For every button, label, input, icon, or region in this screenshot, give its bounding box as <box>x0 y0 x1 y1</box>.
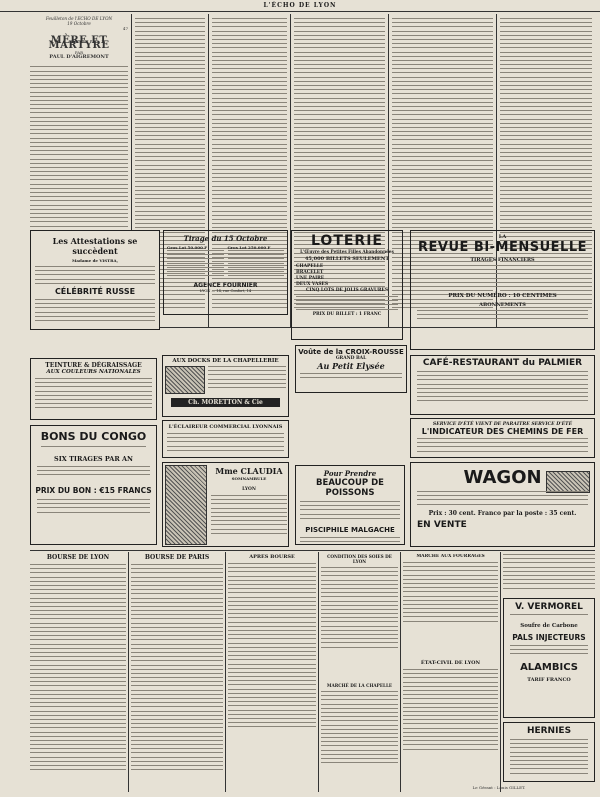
column-rule <box>500 552 501 792</box>
ad-wagon-title: WAGON <box>463 467 542 488</box>
ad-docks-title: AUX DOCKS DE LA CHAPELLERIE <box>172 358 279 364</box>
bourse-paris-column <box>131 554 223 792</box>
ad-vermorel <box>503 598 595 718</box>
bourse-lyon-title: BOURSE DE LYON <box>46 554 110 561</box>
ad-loterie-prix: PRIX DU BILLET : 1 FRANC <box>312 312 382 317</box>
ad-loterie-chapelle: CHAPELLE <box>296 264 324 269</box>
ad-teinture-title: TEINTURE & DÉGRAISSAGE <box>45 362 142 369</box>
ad-wagon-text <box>417 491 588 507</box>
wagon-illustration <box>546 471 590 493</box>
ad-poissons-remedy: PISCIPHILE MALGACHE <box>305 526 395 534</box>
ad-tirage-text-right <box>228 250 285 280</box>
bourse-lyon-table <box>30 564 126 789</box>
apres-bourse-title: APRÈS BOURSE <box>249 554 295 560</box>
apres-bourse-table <box>228 563 316 788</box>
ad-voute-subtitle: GRAND BAL <box>335 356 367 361</box>
ad-teinture <box>30 358 157 420</box>
ad-poissons-text <box>300 501 400 523</box>
bourse-lyon-column <box>30 554 126 792</box>
ad-wagon-prix: Prix : 30 cent. Franco par la poste : 35 cent. <box>428 510 577 517</box>
feuilleton-header: Feuilleton de l'ECHO DE LYON <box>45 16 113 21</box>
ad-cafe-title: CAFÉ-RESTAURANT du PALMIER <box>422 358 583 368</box>
ad-bons-text <box>37 466 150 482</box>
ad-poissons <box>295 465 405 545</box>
ad-loterie-paire: UNE PAIRE <box>296 276 325 281</box>
ad-hernies-text <box>510 739 588 779</box>
marche-chapelle-title: MARCHÉ DE LA CHAPELLE <box>326 683 393 688</box>
ad-eclaireur-text <box>167 433 284 457</box>
ad-service <box>410 418 595 458</box>
ad-loterie <box>291 230 403 340</box>
ad-tirage-text-left <box>167 250 224 280</box>
ad-tirage-lot2: Gros Lot 250.000 F <box>227 245 271 250</box>
etat-civil-text <box>403 669 498 789</box>
marche-fourrages-title: MARCHÉ AUX FOURRAGES <box>416 554 485 559</box>
ad-revue-tirages: TIRAGES FINANCIERS <box>470 257 535 263</box>
ad-claudia-title: Mme CLAUDIA <box>215 466 283 476</box>
ad-service-subtitle: L'INDICATEUR DES CHEMINS DE FER <box>421 427 584 436</box>
ad-attestations-text <box>35 266 155 284</box>
ad-docks-chapellerie <box>162 355 289 417</box>
ad-vermorel-address <box>510 614 588 619</box>
ad-loterie-cinq: CINQ LOTS DE JOLIS GRAVURES <box>305 288 389 293</box>
masthead: L'ÉCHO DE LYON <box>0 0 600 12</box>
column-rule <box>318 552 319 792</box>
ad-voute-title: Voûte de la CROIX-ROUSSE <box>298 348 404 356</box>
footer-gerant: Le Gérant : Louis GILLET. <box>472 785 526 790</box>
ad-attestations <box>30 230 160 330</box>
ad-claudia <box>162 462 289 547</box>
column-rule <box>225 552 226 792</box>
ad-voute-text <box>300 373 402 383</box>
ad-loterie-text <box>296 296 398 310</box>
condition-soies-title: CONDITION DES SOIES DE LYON <box>327 554 392 564</box>
ad-vermorel-soufre: Soufre de Carbone <box>520 623 578 629</box>
ad-vermorel-title: V. VERMOREL <box>515 602 583 612</box>
ad-loterie-subtitle: L'Œuvre des Petites Filles Abandonnées <box>300 249 394 254</box>
ad-service-title: SERVICE D'ÉTÉ VIENT DE PARAITRE SERVICE D'ÉTÉ <box>432 422 573 427</box>
ad-bons-prix: PRIX DU BON : €15 FRANCS <box>35 486 152 495</box>
vermorel-notices-text <box>503 554 595 592</box>
ad-tirage-lot1: Gros Lot 50.000 F <box>167 245 208 250</box>
ad-hernies-title: HERNIES <box>526 726 572 736</box>
ad-eclaireur <box>162 420 289 458</box>
ad-vermorel-pals: PALS INJECTEURS <box>512 633 586 642</box>
ad-bons-tirage: SIX TIRAGES PAR AN <box>54 455 133 463</box>
ad-poissons-text-2 <box>300 537 400 545</box>
novel-author: PAUL D'AIGREMONT <box>49 54 109 61</box>
ad-tirage <box>163 230 288 315</box>
ad-vermorel-alambics: ALAMBICS <box>520 662 578 673</box>
ad-cafe <box>410 355 595 415</box>
bourse-paris-table <box>131 564 223 789</box>
ad-revue-text-2 <box>417 310 588 324</box>
column-rule <box>128 552 129 792</box>
ad-claudia-text <box>211 495 287 545</box>
bourse-paris-title: BOURSE DE PARIS <box>144 554 210 561</box>
hat-illustration <box>165 366 205 394</box>
ad-poissons-title1: Pour Prendre <box>323 469 377 478</box>
ad-poissons-title2: BEAUCOUP DE POISSONS <box>316 478 384 498</box>
ad-wagon-vente: EN VENTE <box>417 520 467 530</box>
ad-revue-text <box>417 265 588 291</box>
ad-voute-name: Au Petit Elysée <box>317 361 385 371</box>
marche-chapelle-table <box>321 691 398 791</box>
ad-revue <box>410 230 595 350</box>
condition-soies-table <box>321 567 398 677</box>
novel-title: MÈRE ET MARTYRE <box>48 34 110 51</box>
ad-teinture-subtitle: AUX COULEURS NATIONALES <box>46 369 141 375</box>
ad-bons-footer-text <box>37 499 150 523</box>
ad-celebrite: CÉLÉBRITÉ RUSSE <box>54 287 136 296</box>
ad-service-text <box>417 438 588 454</box>
ad-bons-congo <box>30 425 157 545</box>
ad-eclaireur-title: L'ÉCLAIREUR COMMERCIAL LYONNAIS <box>168 424 283 430</box>
ad-loterie-bracelet: BRACELET <box>296 270 324 275</box>
ad-tirage-address: LYON — 14, rue Confort, 14 <box>199 289 252 293</box>
ad-celebrite-text <box>35 299 155 329</box>
ad-vermorel-text <box>510 645 588 659</box>
ad-bons-date <box>41 446 146 452</box>
ad-tirage-agence: AGENCE FOURNIER <box>193 282 258 289</box>
novel-by: PAR <box>74 50 84 56</box>
ad-loterie-title: LOTERIE <box>311 233 383 249</box>
ad-claudia-city: LYON <box>242 487 256 492</box>
ad-revue-la: LA <box>498 234 507 240</box>
ad-voute <box>295 345 407 393</box>
ad-vermorel-tarif: TARIF FRANCO <box>527 677 571 683</box>
feuilleton-number: 47 <box>122 26 128 32</box>
ad-docks-brand: Ch. MORETTON & Cie <box>171 398 280 407</box>
ad-attestations-title: Les Attestations se succèdent <box>52 236 138 256</box>
ad-docks-text <box>208 366 286 394</box>
ad-tirage-title: Tirage du 15 Octobre <box>183 234 268 243</box>
etat-civil-title: ÉTAT-CIVIL DE LYON <box>420 660 481 666</box>
marche-fourrages-column <box>403 554 498 792</box>
claudia-illustration <box>165 465 207 545</box>
ad-hernies <box>503 722 595 782</box>
column-rule <box>400 552 401 792</box>
ad-teinture-text <box>35 378 152 414</box>
ad-revue-title: REVUE BI-MENSUELLE <box>418 240 587 255</box>
apres-bourse-column <box>228 554 316 792</box>
ad-cafe-text <box>417 371 588 407</box>
vermorel-notices <box>503 554 595 594</box>
ad-loterie-billets: 45,000 BILLETS SEULEMENT <box>304 256 390 262</box>
ad-bons-title: BONS DU CONGO <box>40 430 147 443</box>
condition-soies-column <box>321 554 398 792</box>
ad-wagon <box>410 462 595 547</box>
marche-fourrages-table <box>403 562 498 652</box>
ad-claudia-sub: SOMNAMBULE <box>231 476 267 481</box>
section-rule <box>30 550 595 551</box>
feuilleton-date: 19 Octobre <box>67 21 91 27</box>
ad-revue-abonnements: ABONNEMENTS <box>479 302 526 308</box>
ad-loterie-deux: DEUX VASES <box>296 282 329 287</box>
ad-attestations-subtitle: Madame de VISTRA, <box>72 258 118 263</box>
ad-revue-prix: PRIX DU NUMÉRO : 10 CENTIMES <box>448 293 557 299</box>
